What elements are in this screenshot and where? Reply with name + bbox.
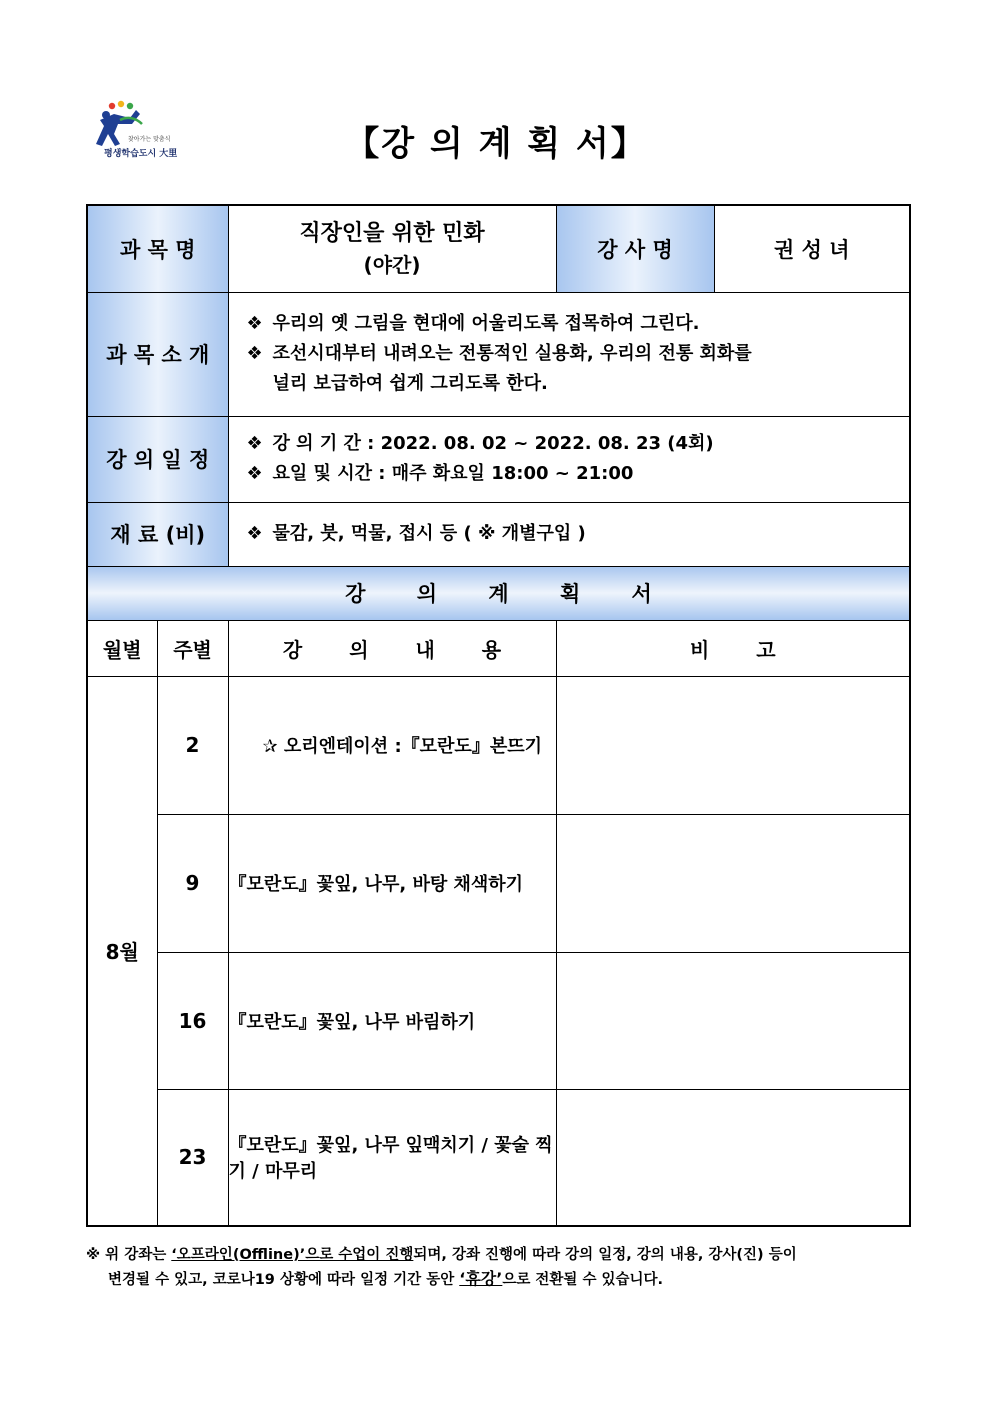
intro-label: 과 목 소 개 <box>87 292 228 416</box>
table-row <box>87 676 910 814</box>
week-cell: 23 <box>157 1089 228 1226</box>
intro-row <box>87 292 910 416</box>
month-cell: 8월 <box>87 676 157 1226</box>
col-note-header: 비 고 <box>556 620 910 676</box>
footnote-text: ※ 위 강좌는 <box>86 1247 172 1263</box>
col-content-header: 강 의 내 용 <box>228 620 556 676</box>
table-row <box>87 814 910 952</box>
plan-band-row <box>87 566 910 620</box>
subject-row <box>87 205 910 292</box>
note-cell <box>556 1089 910 1226</box>
intro-line-1: 우리의 옛 그림을 현대에 어울리도록 접목하여 그린다. <box>272 313 700 334</box>
materials-value <box>228 502 910 566</box>
bullet-icon: ❖ <box>246 463 263 484</box>
footnote-text: 변경될 수 있고, 코로나19 상황에 따라 일정 기간 동안 <box>108 1272 460 1288</box>
footnote-text: 되며, 강좌 진행에 따라 강의 일정, 강의 내용, 강사(진) 등이 <box>413 1247 797 1263</box>
schedule-period: 강 의 기 간 : 2022. 08. 02 ~ 2022. 08. 23 (4회) <box>272 433 714 454</box>
instructor-label: 강 사 명 <box>556 205 714 292</box>
content-cell: 『모란도』꽃잎, 나무 잎맥치기 / 꽃술 찍기 / 마무리 <box>228 1089 556 1226</box>
intro-line-3: 널리 보급하여 쉽게 그리도록 한다. <box>272 373 548 394</box>
footnote-line-2 <box>86 1267 916 1292</box>
instructor-name: 권 성 녀 <box>714 205 910 292</box>
note-cell <box>556 952 910 1089</box>
content-cell: 『모란도』꽃잎, 나무, 바탕 채색하기 <box>228 814 556 952</box>
note-cell <box>556 676 910 814</box>
bullet-icon: ❖ <box>246 523 263 544</box>
note-cell <box>556 814 910 952</box>
plan-header-row <box>87 620 910 676</box>
footnote-text: 으로 전환될 수 있습니다. <box>502 1272 664 1288</box>
bullet-icon: ❖ <box>246 313 263 334</box>
plan-band-title: 강 의 계 획 서 <box>87 566 910 620</box>
footnote <box>86 1244 916 1292</box>
logo-slogan: 찾아가는 맞춤식 <box>128 136 171 143</box>
col-week-header: 주별 <box>157 620 228 676</box>
col-month-header: 월별 <box>87 620 157 676</box>
schedule-time: 요일 및 시간 : 매주 화요일 18:00 ~ 21:00 <box>272 463 634 484</box>
week-cell: 9 <box>157 814 228 952</box>
footnote-line-1 <box>86 1244 916 1267</box>
intro-line-2: 조선시대부터 내려오는 전통적인 실용화, 우리의 전통 회화를 <box>272 343 752 364</box>
bullet-icon: ❖ <box>246 433 263 454</box>
materials-label: 재 료 (비) <box>87 502 228 566</box>
content-cell: ✰ 오리엔테이션 :『모란도』본뜨기 <box>228 676 556 814</box>
subject-note: (야간) <box>363 252 421 277</box>
bullet-icon: ❖ <box>246 343 263 364</box>
content-cell: 『모란도』꽃잎, 나무 바림하기 <box>228 952 556 1089</box>
logo-city-name: 평생학습도시 大里 <box>104 149 178 159</box>
footnote-underline: ‘오프라인(Offline)’으로 수업이 진행 <box>171 1247 414 1263</box>
table-row <box>87 952 910 1089</box>
schedule-value <box>228 416 910 502</box>
subject-name: 직장인을 위한 민화 <box>299 220 485 246</box>
schedule-row <box>87 416 910 502</box>
table-row <box>87 1089 910 1226</box>
subject-label: 과 목 명 <box>87 205 228 292</box>
page-title: 【강 의 계 획 서】 <box>345 124 647 164</box>
schedule-label: 강 의 일 정 <box>87 416 228 502</box>
subject-value <box>228 205 556 292</box>
footnote-underline: ‘휴강’ <box>459 1269 503 1288</box>
intro-value <box>228 292 910 416</box>
week-cell: 2 <box>157 676 228 814</box>
week-cell: 16 <box>157 952 228 1089</box>
materials-text: 물감, 붓, 먹물, 접시 등 ( ※ 개별구입 ) <box>272 523 586 544</box>
materials-row <box>87 502 910 566</box>
lecture-plan-table <box>86 204 911 1227</box>
